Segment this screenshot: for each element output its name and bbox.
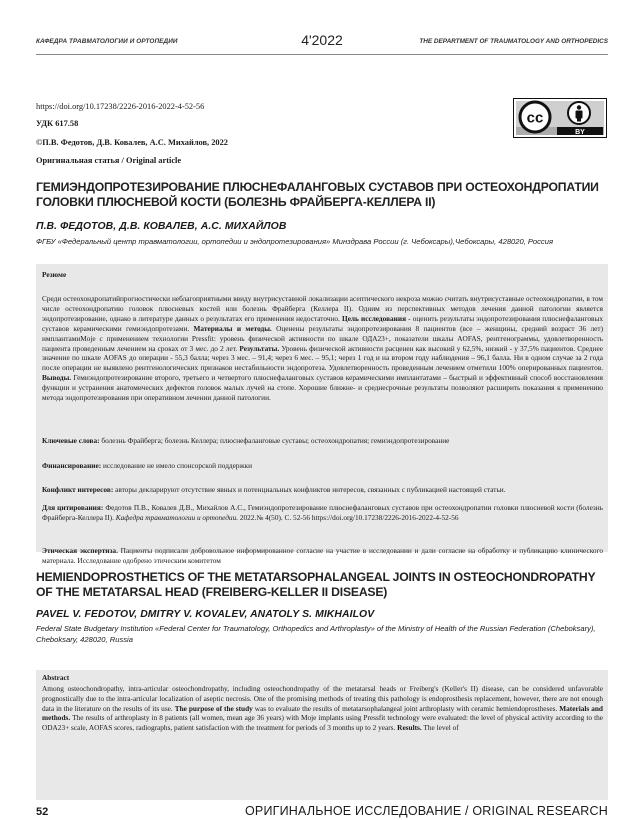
doi-link[interactable]: https://doi.org/10.17238/2226-2016-2022-4-52-56 [36, 102, 205, 111]
journal-name-en: THE DEPARTMENT OF TRAUMATOLOGY AND ORTHOPEDICS [419, 38, 608, 45]
article-title-en: HEMIENDOPROSTHETICS OF THE METATARSOPHALANGEAL JOINTS IN OSTEOCHONDROPATHY OF THE METATARSAL HEAD (FREIBERG-KELLER II DISEASE) [36, 570, 596, 599]
keywords-ru: Ключевые слова: болезнь Фрайберга; болезнь Келлера; плюснефаланговые суставы; остеохондропатия; гемиэндопротезирование [42, 436, 450, 445]
abstract-box-en [36, 670, 608, 800]
header-divider [36, 54, 608, 55]
citation-ru: Для цитирования: Федотов П.В., Ковалев Д.В., Михайлов А.С., Гемиэндопротезирование плюснефаланговых суставов при остеохондропатии головки плюсневой кости (болезнь Фрайберга-Келлера II). Кафедра травматологии и ортопедии. 2022.№ 4(50). С. 52-56 https://doi.org/10.17238/2226-2016-2022-4-52-56 [42, 503, 604, 522]
creative-commons-by-icon[interactable] [513, 98, 607, 138]
section-label: ОРИГИНАЛЬНОЕ ИССЛЕДОВАНИЕ / ORIGINAL RESEARCH [245, 804, 608, 818]
journal-name-ru: КАФЕДРА ТРАВМАТОЛОГИИ И ОРТОПЕДИИ [36, 38, 178, 45]
abstract-text-en: Among osteochondropathy, intra-articular osteochondropathy, including osteochondropathy of the metatarsal heads or Freiberg's (Keller's II) disease, can be considered unfavorable prognostically due to the intra-articular localization of aseptic necrosis. One of the promising methods of treating this pathology is endoprosthesis replacement, however, there are not enough data in the literature on the results of its use. The purpose of the study was to evaluate the results of metatarsophalangeal joint arthroplasty with ceramic hemiendoprostheses. Materials and methods. The results of arthroplasty in 8 patients (all women, mean age 36 years) with Moje implants using Pressfit technology were evaluated: the level of physical activity according to the ODA23+ scale, AOFAS scores, radiographs, patient satisfaction with the treatment for periods of 3 months up to 2 years. Results. The level of [42, 684, 603, 733]
page-number: 52 [36, 806, 49, 818]
udk-code: УДК 617.58 [36, 119, 79, 128]
issue-number: 4'2022 [301, 32, 343, 48]
cc-label: cc [526, 109, 544, 127]
affiliation-ru: ФГБУ «Федеральный центр травматологии, ортопедии и эндопротезирования» Минздрава России (г. Чебоксары),Чебоксары, 428020, Россия [36, 237, 554, 246]
authors-en: PAVEL V. FEDOTOV, DMITRY V. KOVALEV, ANATOLY S. MIKHAILOV [36, 609, 375, 620]
abstract-text-ru: Среди остеохондропатийпрогностически неблагоприятными ввиду внутрисуставной локализации асептического некроза можно считать внутрисуставные остеохондропатии, в том числе остеохондропатию головок плюсневых костей или болезнь Фрайберга (Келлера II). Одним из перспективных методов лечения данной патологии является эндопротезирование, однако в литературе данных о результатах его применения недостаточно. Цель исследования - оценить результаты эндопротезирования плюснефаланговых суставов керамическими гемиэндопротезами. Материалы и методы. Оценены результаты эндопротезирования 8 пациентов (все – женщины, средний возраст 36 лет) имплантамиMoje с применением технологии Pressfit: уровень физической активности по шкале ОДА23+, показатели шкалы AOFAS, рентгенограммы, удовлетворенность пациента проведенным лечением на сроках от 3 мес. до 2 лет. Результаты. Уровень физической активности расценен как высокий у 62,5%, низкий - у 37,5% пациентов. Среднее значение по шкале AOFAS до операции - 55,3 балла; через 3 мес. – 91,4; через 6 мес. – 95,1; через 1 год и на втором году наблюдения – 96,1 балла. Ни в одном случае за 2 года после операции не выявлено рентгенологических признаков нестабильности эндопротеза. Удовлетворенность проведенным лечением отметили 100% оперированных пациентов. Выводы. Гемиэндопротезирование второго, третьего и четвертого плюснефаланговых суставов керамическими имплантатами – быстрый и эффективный способ восстановления функции и устранения анатомических дефектов головок малых лучей на стопе. Хорошие ближне- и среднесрочные результаты позволяют расширить показания к применению метода эндопротезирования при оперативном лечении данной патологии. [42, 294, 604, 403]
abstract-heading-en: Abstract [42, 673, 70, 682]
funding-ru: Финансирование: исследование не имело спонсорской поддержки [42, 461, 252, 470]
article-type: Оригинальная статья / Original article [36, 156, 182, 165]
running-header [36, 34, 608, 52]
abstract-box-ru [36, 264, 608, 565]
ethics-ru: Этическая экспертиза. Пациенты подписали добровольное информированное согласие на участие в исследовании и дали согласие на обработку и публикацию клинического материала. Исследование одобрено этическим комитетом [42, 546, 603, 565]
article-title-ru: ГЕМИЭНДОПРОТЕЗИРОВАНИЕ ПЛЮСНЕФАЛАНГОВЫХ СУСТАВОВ ПРИ ОСТЕОХОНДРОПАТИИ ГОЛОВКИ ПЛЮСНЕВОЙ КОСТИ (БОЛЕЗНЬ ФРАЙБЕРГА-КЕЛЛЕРА II) [36, 180, 599, 209]
by-label: BY [575, 128, 585, 136]
authors-ru: П.В. ФЕДОТОВ, Д.В. КОВАЛЕВ, А.С. МИХАЙЛОВ [36, 221, 287, 232]
affiliation-en: Federal State Budgetary Institution «Federal Center for Traumatology, Orthopedics and Arthroplasty» of the Ministry of Health of the Russian Federation (Cheboksary), Cheboksary, 428020, Russia [36, 624, 596, 644]
abstract-heading-ru: Резюме [42, 270, 67, 279]
copyright: ©П.В. Федотов, Д.В. Ковалев, А.С. Михайлов, 2022 [36, 138, 228, 147]
conflict-ru: Конфликт интересов: авторы декларируют отсутствие явных и потенциальных конфликтов интересов, связанных с публикацией настоящей статьи. [42, 485, 506, 494]
